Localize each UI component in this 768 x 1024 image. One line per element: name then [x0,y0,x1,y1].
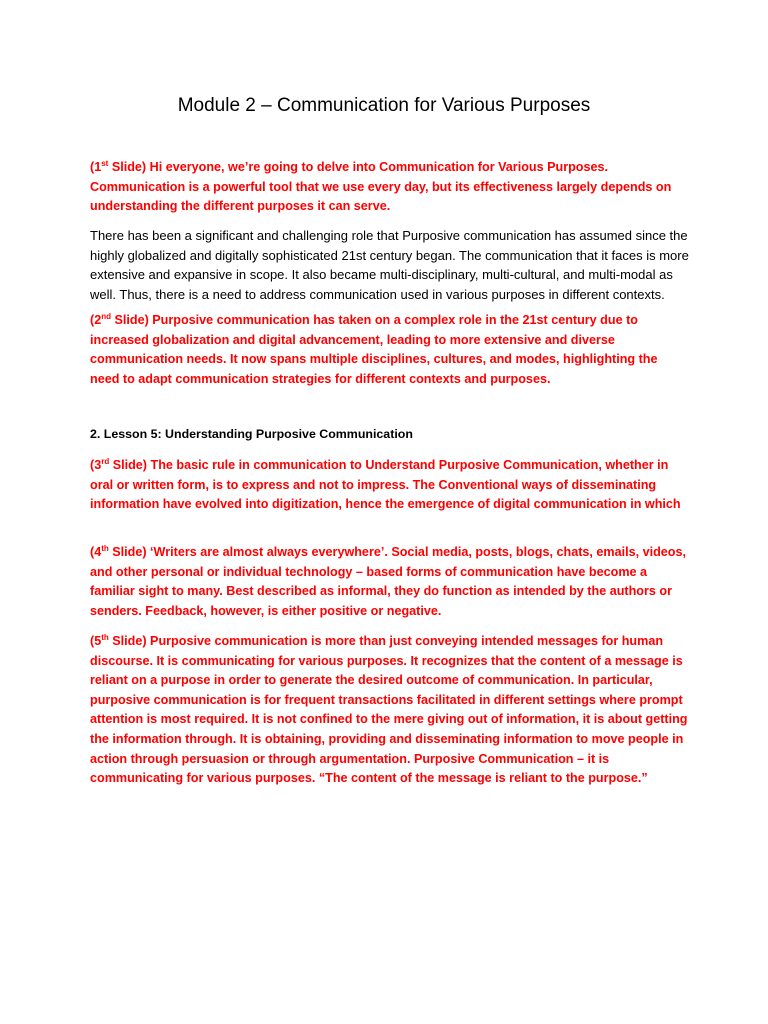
slide-label: (4th Slide) [90,543,147,559]
paragraph-text: Purposive communication has taken on a complex role in the 21st century due to increased globalization and digital advancement, leading to more extensive and diverse communication needs. It now spans multiple disciplines, cultures, and modes, highlighting the need to adapt communication strategies for different contexts and purposes. [90,313,658,386]
slide-4-paragraph [90,543,690,621]
paragraph-text: Hi everyone, we’re going to delve into Communication for Various Purposes. Communication is a powerful tool that we use every day, but its effectiveness largely depends on understanding the different purposes it can serve. [90,160,672,214]
document-title: Module 2 – Communication for Various Purposes [177,95,591,116]
slide-label: (3rd Slide) [90,456,147,472]
lesson-heading: 2. Lesson 5: Understanding Purposive Communication [90,427,413,441]
paragraph-text: Purposive communication is more than just conveying intended messages for human discourse. It is communicating for various purposes. It recognizes that the content of a message is reliant on a purpose in order to generate the desired outcome of communication. In particular, purposive communication is for frequent transactions facilitated in different settings where prompt attention is most required. It is not confined to the mere giving out of information, it is about getting the information through. It is obtaining, providing and disseminating information to move people in action through persuasion or through argumentation. Purposive Communication – it is communicating for various purposes. “The content of the message is reliant to the purpose.” [90,634,688,786]
slide-5-paragraph [90,632,690,789]
body-paragraph: There has been a significant and challenging role that Purposive communication has assumed since the highly globalized and digitally sophisticated 21st century began. The communication that it faces is more extensive and expansive in scope. It also became multi-disciplinary, multi-cultural, and multi-modal as well. Thus, there is a need to address communication used in various purposes in different contexts. [90,228,689,302]
slide-label: (2nd Slide) [90,311,149,327]
slide-label: (5th Slide) [90,632,147,648]
paragraph-text: ‘Writers are almost always everywhere’. Social media, posts, blogs, chats, emails, videos, and other personal or individual technology – based forms of communication have become a familiar sight to many. Best described as informal, they do function as intended by the authors or senders. Feedback, however, is either positive or negative. [90,545,686,618]
slide-label: (1st Slide) [90,158,147,174]
slide-3-paragraph [90,456,690,515]
paragraph-text: The basic rule in communication to Understand Purposive Communication, whether in oral or written form, is to express and not to impress. The Conventional ways of disseminating information have evolved into digitization, hence the emergence of digital communication in which [90,458,681,512]
slide-2-paragraph [90,311,690,389]
slide-1-paragraph [90,158,690,217]
